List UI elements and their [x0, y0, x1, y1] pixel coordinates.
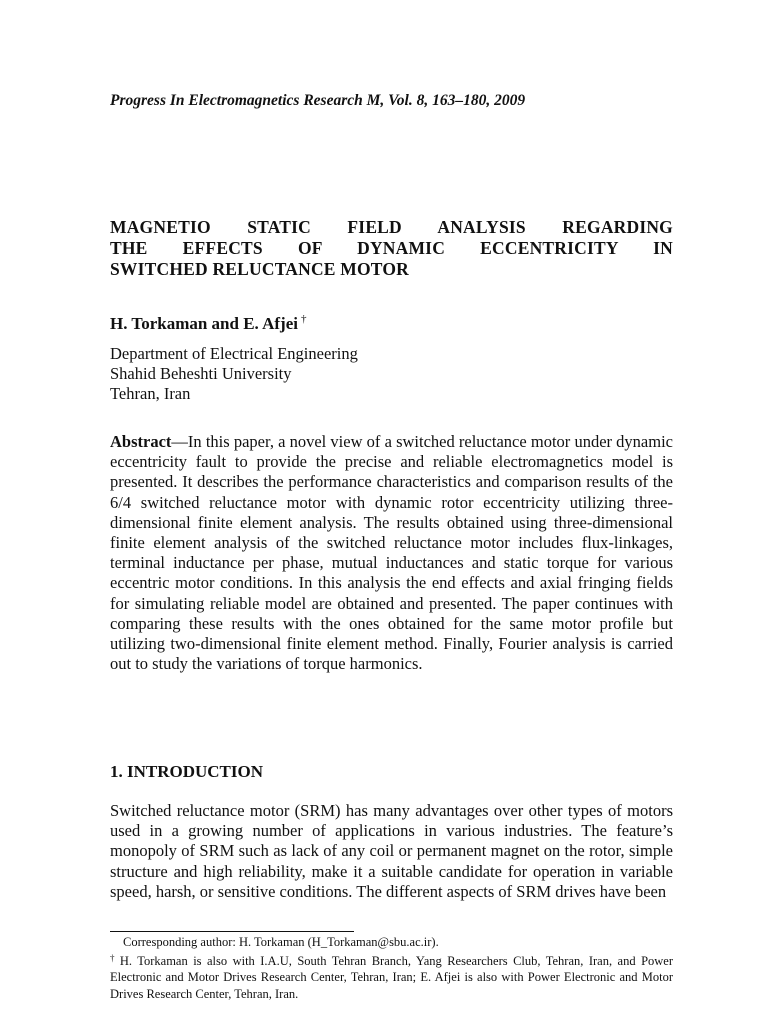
title-line-1: MAGNETIO STATIC FIELD ANALYSIS REGARDING — [110, 217, 673, 237]
dagger-footnote — [110, 950, 673, 1002]
paper-title — [110, 217, 673, 280]
footnote-divider — [110, 931, 354, 932]
footnotes-block — [110, 934, 673, 1002]
affiliation-university: Shahid Beheshti University — [110, 364, 292, 383]
title-line-2: THE EFFECTS OF DYNAMIC ECCENTRICITY IN — [110, 238, 673, 258]
author-names: H. Torkaman and E. Afjei — [110, 314, 298, 333]
affiliation-location: Tehran, Iran — [110, 384, 191, 403]
affiliation-department: Department of Electrical Engineering — [110, 344, 358, 363]
section-heading-introduction: 1. INTRODUCTION — [110, 762, 264, 781]
corresponding-author-footnote: Corresponding author: H. Torkaman (H_Torkaman@sbu.ac.ir). — [123, 935, 439, 949]
abstract-paragraph — [110, 432, 673, 674]
affiliation-block — [110, 344, 358, 404]
title-line-3: SWITCHED RELUCTANCE MOTOR — [110, 259, 409, 279]
author-footnote-mark: † — [301, 313, 307, 325]
journal-citation: Progress In Electromagnetics Research M, Vol. 8, 163–180, 2009 — [110, 92, 526, 109]
author-list — [110, 309, 307, 334]
dagger-footnote-text: H. Torkaman is also with I.A.U, South Tehran Branch, Yang Researchers Club, Tehran, Iran, and Power Electronic and Motor Drives Research Center, Tehran, Iran; E. Afjei is also with Power Electronic and Motor Drives Research Center, Tehran, Iran. — [110, 954, 674, 1001]
abstract-text: —In this paper, a novel view of a switched reluctance motor under dynamic eccentricity fault to provide the precise and reliable electromagnetics model is presented. It describes the performance characteristics and comparison results of the 6/4 switched reluctance motor with dynamic rotor eccentricity utilizing three-dimensional finite element analysis. The results obtained using three-dimensional finite element analysis of the switched reluctance motor includes flux-linkages, terminal inductance per phase, mutual inductances and static torque for various eccentric motor conditions. In this analysis the end effects and axial fringing fields for simulating reliable model are obtained and presented. The paper continues with comparing these results with the ones obtained for the same motor profile but utilizing two-dimensional finite element method. Finally, Fourier analysis is carried out to study the variations of torque harmonics. — [110, 432, 673, 674]
abstract-label: Abstract — [110, 432, 172, 451]
introduction-paragraph: Switched reluctance motor (SRM) has many advantages over other types of motors used in a growing number of applications in various industries. The feature’s monopoly of SRM such as lack of any coil or permanent magnet on the rotor, simple structure and high reliability, make it a suitable candidate for operation in variable speed, harsh, or sensitive conditions. The different aspects of SRM drives have been — [110, 801, 673, 901]
dagger-footnote-mark: † — [110, 953, 117, 964]
